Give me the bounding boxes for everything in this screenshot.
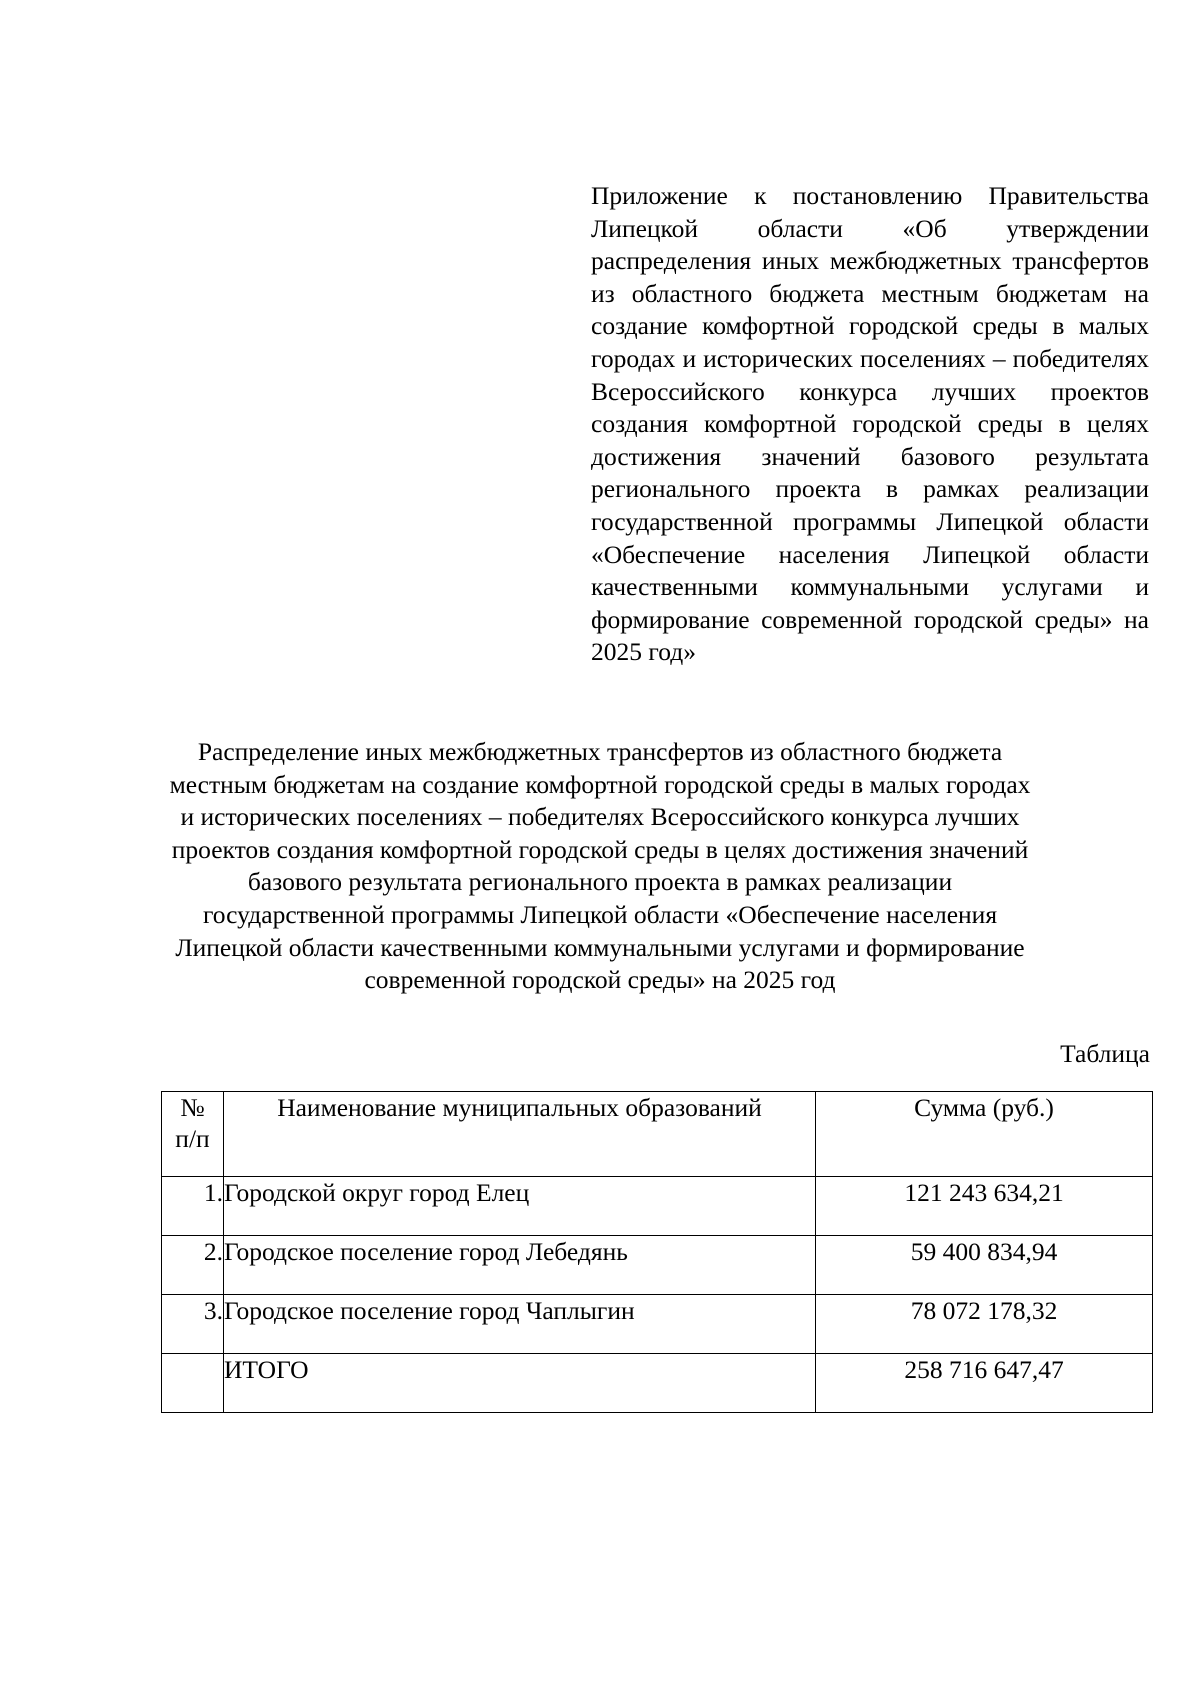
title-line: местным бюджетам на создание комфортной городской среды в малых городах [169, 769, 1031, 799]
header-name: Наименование муниципальных образований [224, 1092, 816, 1177]
table-header-row [162, 1092, 1153, 1177]
table-total-row [162, 1354, 1153, 1413]
title-line: проектов создания комфортной городской среды в целях достижения значений [171, 834, 1029, 864]
title-line: Липецкой области качественными коммунальными услугами и формирование [175, 932, 1025, 962]
header-number-symbol: № [180, 1093, 205, 1122]
table-row [162, 1236, 1153, 1295]
total-label: ИТОГО [224, 1354, 816, 1413]
title-line: государственной программы Липецкой области «Обеспечение населения [202, 899, 998, 929]
table-row [162, 1295, 1153, 1354]
total-sum: 258 716 647,47 [816, 1354, 1153, 1413]
title-line: базового результата регионального проекта в рамках реализации [247, 867, 953, 897]
distribution-table [161, 1091, 1153, 1413]
table-caption: Таблица [1060, 1039, 1150, 1068]
header-number [162, 1092, 224, 1177]
header-sum: Сумма (руб.) [816, 1092, 1153, 1177]
total-number [162, 1354, 224, 1413]
document-title [160, 736, 1040, 997]
row-sum: 121 243 634,21 [816, 1177, 1153, 1236]
header-number-abbr: п/п [175, 1124, 210, 1153]
title-line: и исторических поселениях – победителях Всероссийского конкурса лучших [180, 802, 1020, 832]
row-sum: 78 072 178,32 [816, 1295, 1153, 1354]
row-municipality: Городское поселение город Лебедянь [224, 1236, 816, 1295]
title-line: Распределение иных межбюджетных трансфертов из областного бюджета [197, 737, 1003, 766]
title-line: современной городской среды» на 2025 год [364, 965, 836, 995]
row-municipality: Городской округ город Елец [224, 1177, 816, 1236]
table-row [162, 1177, 1153, 1236]
row-number: 1. [162, 1177, 224, 1236]
row-sum: 59 400 834,94 [816, 1236, 1153, 1295]
appendix-note: Приложение к постановлению Правительства Липецкой области «Об утверждении распределения иных межбюджетных трансфертов из областного бюджета местным бюджетам на создание комфортной городской среды в малых городах и исторических поселениях – победителях Всероссийского конкурса лучших проектов создания комфортной городской среды в целях достижения значений базового результата регионального проекта в рамках реализации государственной программы Липецкой области «Обеспечение населения Липецкой области качественными коммунальными услугами и формирование современной городской среды» на 2025 год» [591, 181, 1149, 667]
row-number: 2. [162, 1236, 224, 1295]
row-municipality: Городское поселение город Чаплыгин [224, 1295, 816, 1354]
row-number: 3. [162, 1295, 224, 1354]
